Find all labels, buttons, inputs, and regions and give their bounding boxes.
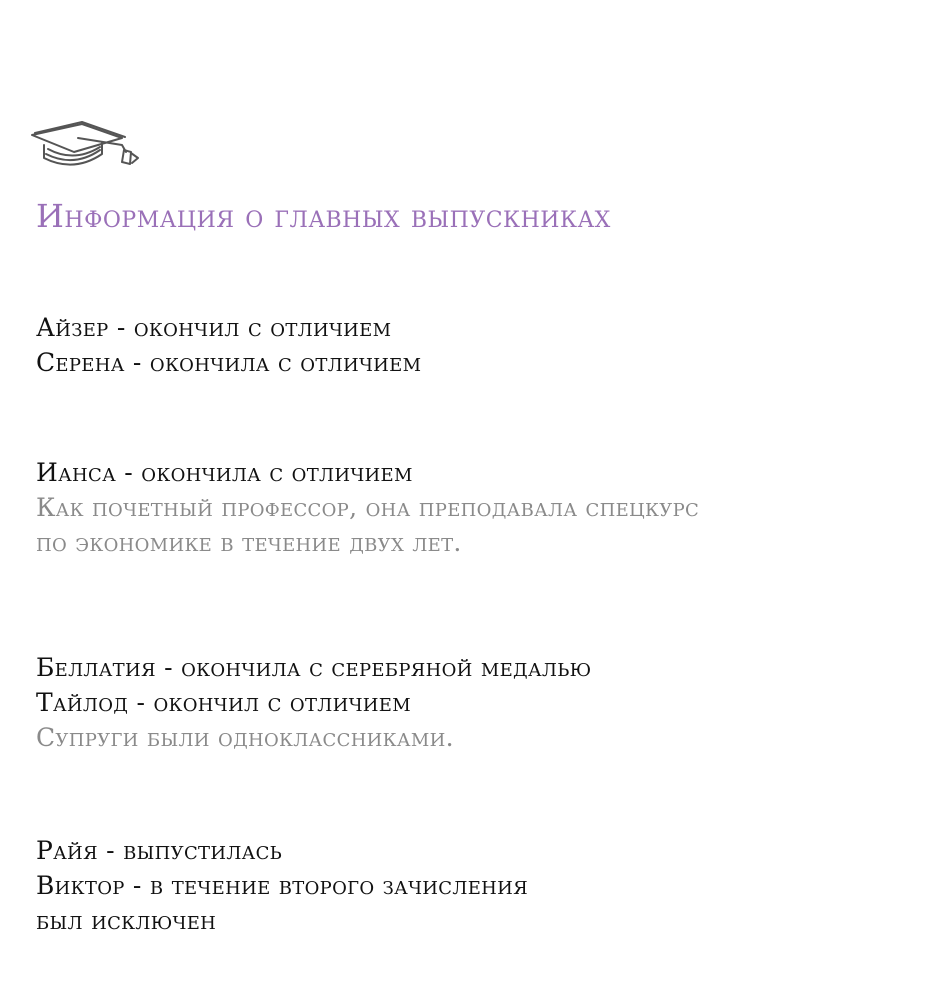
- graduate-line: Ианса - окончила с отличием: [36, 458, 413, 487]
- graduate-note: Как почетный профессор, она преподавала спецкурс: [36, 493, 700, 522]
- graduate-note: по экономике в течение двух лет.: [36, 528, 462, 557]
- graduate-line: Виктор - в течение второго зачисления: [36, 871, 528, 900]
- graduate-note: Супруги были одноклассниками.: [36, 723, 454, 752]
- graduate-line: Тайлод - окончил с отличием: [36, 688, 411, 717]
- page-title: Информация о главных выпускниках: [36, 197, 611, 235]
- graduate-line: Айзер - окончил с отличием: [36, 313, 392, 342]
- graduate-group-3: [36, 650, 591, 755]
- graduation-cap-icon: [30, 118, 150, 180]
- graduate-group-2: [36, 455, 699, 560]
- graduate-group-1: [36, 310, 421, 380]
- graduate-line: был исключен: [36, 906, 217, 935]
- graduate-group-4: [36, 833, 528, 938]
- graduate-line: Беллатия - окончила с серебряной медалью: [36, 653, 592, 682]
- graduate-line: Райя - выпустилась: [36, 836, 283, 865]
- graduate-line: Серена - окончила с отличием: [36, 348, 422, 377]
